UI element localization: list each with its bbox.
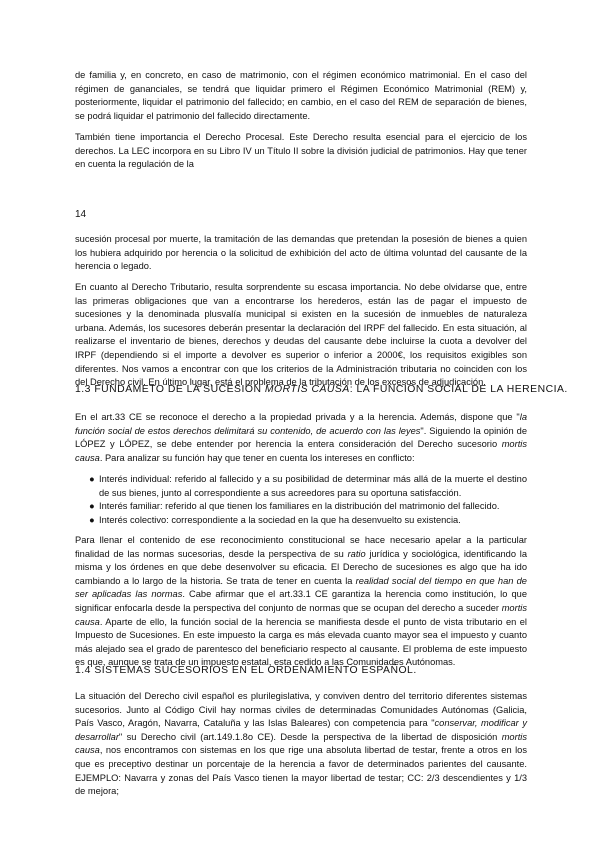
- text-italic: conservar, modificar y desarrollar: [75, 718, 527, 742]
- paragraph-regimen-economico: [75, 69, 527, 123]
- paragraph-sucesion-procesal: [75, 233, 527, 274]
- text: En cuanto al Derecho Tributario, resulta sorprendente su escasa importancia. No debe olvidarse que, entre las primeras obligaciones que van a encontrarse los herederos, están las de pagar el impuesto de sucesiones y la denominada plusvalía municipal si existen en la sucesión de inmuebles de naturaleza urbana. Además, los sucesores deberán presentar la declaración del IRPF del fallecido. En esta situación, al realizarse el inventario de bienes, derechos y deudas del causante debe incluirse la cuota a devolver del IRPF (dependiendo si el importe a devolver es superior o inferior a 2000€, los requisitos exigibles son diferentes. Nos vamos a encontrar con que los criterios de la Administración tributaria no coinciden con los del Derecho civil. En último lugar, está el problema de la tributación de los excesos de adjudicación.: [75, 282, 527, 388]
- bullet-icon: ●: [89, 501, 95, 512]
- paragraph-derecho-tributario: [75, 281, 527, 390]
- text: " su Derecho civil (art.149.1.8o CE). Desde la perspectiva de la libertad de disposición: [118, 731, 502, 742]
- section-heading-1-3: [75, 383, 568, 397]
- text-italic: ratio: [347, 548, 366, 559]
- heading-text: 1.3 FUNDAMETO DE LA SUCESIÓN: [75, 384, 265, 395]
- paragraph-art33: [75, 411, 527, 465]
- text: También tiene importancia el Derecho Procesal. Este Derecho resulta esencial para el ejercicio de los derechos. La LEC incorpora en su Libro IV un Título II sobre la división judicial de patrimonios. Hay que tener en cuenta la regulación de la: [75, 132, 527, 170]
- paragraph-situacion-derecho-civil: [75, 690, 527, 799]
- paragraph-reconocimiento-constitucional: [75, 534, 527, 670]
- heading-italic: MORTIS CAUSA: [264, 384, 350, 395]
- paragraph-derecho-procesal: [75, 131, 527, 172]
- text: . Aparte de ello, la función social de la herencia se manifiesta desde el punto de vista tributario en el Impuesto de Sucesiones. En este impuesto la carga es más elevada cuanto mayor sea el impuesto y cuanto más alejado sea el grado de parentesco del beneficiario respecto al causante. El problema de este impuesto es que, aunque se trata de un impuesto estatal, esta cedido a las Comunidades Autónomas.: [75, 616, 527, 668]
- heading-text: 1.4 SISTEMAS SUCESORIOS EN EL ORDENAMIENTO ESPAÑOL.: [75, 665, 417, 676]
- section-heading-1-4: [75, 664, 527, 678]
- list-item: [75, 514, 527, 528]
- list-item-text: Interés colectivo: correspondiente a la sociedad en la que ha desenvuelto su existencia.: [99, 514, 461, 525]
- list-item-text: Interés familiar: referido al que tienen los familiares en la distribución del matrimonio del fallecido.: [99, 501, 500, 512]
- list-item: [75, 473, 527, 500]
- text: jurídica y sociológica, identificando la misma y los órdenes en que debe desenvolver su eficacia. El Derecho de sucesiones es algo que ha ido cambiando a lo largo de la historia. Se trata de tener en cuenta la: [75, 548, 527, 586]
- text-italic: mortis causa: [75, 731, 527, 756]
- bullet-icon: ●: [89, 514, 95, 525]
- text: , nos encontramos con sistemas en los que rige una absoluta libertad de testar, frente a otros en los que es preceptivo destinar un porcentaje de la herencia a favor de determinados parientes del causante. EJEMPLO: Navarra y zonas del País Vasco tienen la mayor libertad de testar; CC: 2/3 descendientes y 1/3 de mejora;: [75, 745, 527, 797]
- text-italic: realidad social del tiempo en que han de ser aplicadas las normas: [75, 575, 527, 600]
- text-italic: mortis causa: [75, 439, 527, 463]
- list-item-text: Interés individual: referido al fallecido y a su posibilidad de determinar más allá de la muerte el destino de sus bienes, junto al correspondiente a sus acreedores para su oportuna satisfacción.: [99, 474, 527, 498]
- text: Para llenar el contenido de ese reconocimiento constitucional se hace necesario apelar a la particular finalidad de las normas sucesorias, desde la perspectiva de su: [75, 535, 527, 559]
- text: La situación del Derecho civil español es plurilegislativa, y conviven dentro del territorio diferentes sistemas sucesorios. Junto al Código Civil hay normas civiles de determinadas Comunidades Autónomas (Galicia, País Vasco, Aragón, Navarra, Cataluña y las Islas Baleares) con competencia para ": [75, 691, 527, 729]
- text: . Para analizar su función hay que tener en cuenta los intereses en conflicto:: [99, 452, 415, 463]
- text: ". Siguiendo la opinión de LÓPEZ y LÓPEZ, se debe entender por herencia la entera consideración del Derecho sucesorio: [75, 425, 527, 450]
- text: de familia y, en concreto, en caso de matrimonio, con el régimen económico matrimonial. En el caso del régimen de gananciales, se tendrá que liquidar primero el Régimen Económico Matrimonial (REM) y, posteriormente, liquidar el patrimonio del fallecido; en cambio, en el caso del REM de separación de bienes, se podrá liquidar el patrimonio del fallecido directamente.: [75, 70, 527, 121]
- text: En el art.33 CE se reconoce el derecho a la propiedad privada y a la herencia. Además, dispone que ": [75, 412, 520, 422]
- text-italic: la función social de estos derechos delimitará su contenido, de acuerdo con las leyes: [75, 412, 527, 436]
- page-number: 14: [75, 209, 87, 220]
- heading-text: : LA FUNCIÓN SOCIAL DE LA HERENCIA.: [349, 384, 568, 395]
- bullet-icon: ●: [89, 474, 95, 484]
- list-item: [75, 500, 527, 514]
- text: . Cabe afirmar que el art.33.1 CE garantiza la herencia como institución, lo que significar enfocarla desde la perspectiva del conjunto de normas que se ocupan del derecho a suceder: [75, 589, 527, 613]
- text: sucesión procesal por muerte, la tramitación de las demandas que pretendan la posesión de bienes a quien los hubiera adquirido por herencia o la solicitud de exhibición del acto de última voluntad del causante de la herencia o legado.: [75, 234, 527, 272]
- text-italic: mortis causa: [75, 602, 527, 627]
- interests-list: [75, 473, 527, 527]
